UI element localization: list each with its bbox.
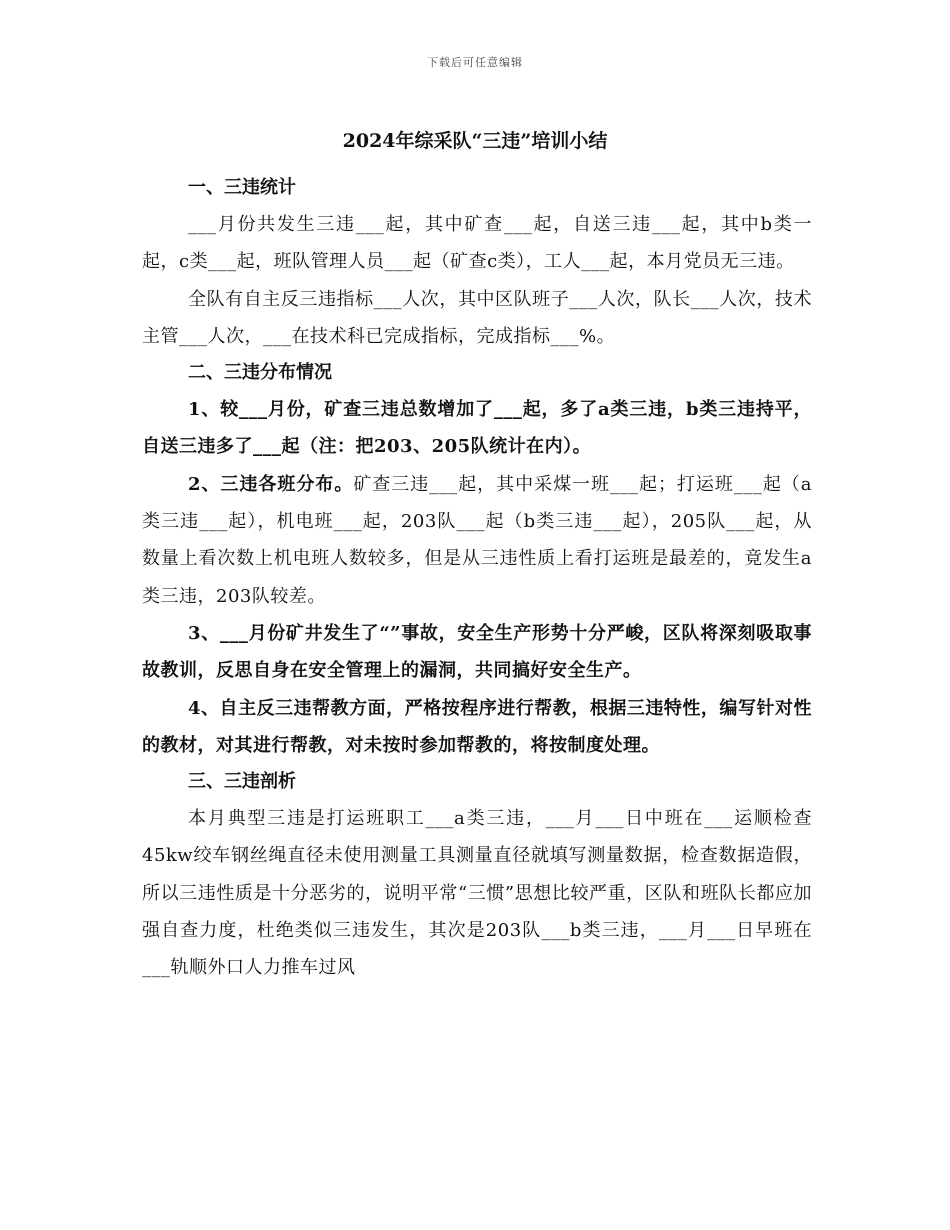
paragraph-analysis: 本月典型三违是打运班职工___a类三违，___月___日中班在___运顺检查45kw绞车钢丝绳直径未使用测量工具测量直径就填写测量数据，检查数据造假，所以三违性质是十分恶劣的，说明平常“三惯”思想比较严重，区队和班队长都应加强自查力度，杜绝类似三违发生，其次是203队___b类三违，___月___日早班在___轨顺外口人力推车过风 [142, 808, 812, 979]
paragraph-distribution-4: 4、自主反三违帮教方面，严格按程序进行帮教，根据三违特性，编写针对性的教材，对其进行帮教，对未按时参加帮教的，将按制度处理。 [142, 697, 812, 756]
paragraph-body-text: 矿查三违___起，其中采煤一班___起；打运班___起（a类三违___起），机电班___起，203队___起（b类三违___起），205队___起，从数量上看次数上机电班人数较多，但是从三违性质上看打运班是最差的，竟发生a类三违，203队较差。 [142, 473, 812, 607]
section-heading-distribution: 二、三违分布情况 [188, 362, 332, 384]
paragraph-distribution-2 [142, 466, 812, 615]
section-heading-statistics: 一、三违统计 [188, 177, 296, 198]
section-heading-analysis: 三、三违剖析 [188, 771, 296, 793]
paragraph-statistics-count: ___月份共发生三违___起，其中矿查___起，自送三违___起，其中b类一起，c类___起，班队管理人员___起（矿查c类），工人___起，本月党员无三违。 [142, 214, 812, 273]
paragraph-distribution-1: 1、较___月份，矿查三违总数增加了___起，多了a类三违，b类三违持平，自送三违多了___起（注：把203、205队统计在内）。 [142, 399, 812, 458]
header-note: 下载后可任意编辑 [427, 56, 523, 69]
document-title: 2024年综采队“三违”培训小结 [342, 130, 608, 152]
paragraph-distribution-3: 3、___月份矿井发生了“”事故，安全生产形势十分严峻，区队将深刻吸取事故教训，反思自身在安全管理上的漏洞，共同搞好安全生产。 [142, 622, 812, 682]
paragraph-lead-label: 2、三违各班分布。 [188, 473, 354, 495]
document-body [142, 170, 812, 987]
paragraph-statistics-targets: 全队有自主反三违指标___人次，其中区队班子___人次，队长___人次，技术主管___人次，___在技术科已完成指标，完成指标___%。 [142, 288, 812, 347]
